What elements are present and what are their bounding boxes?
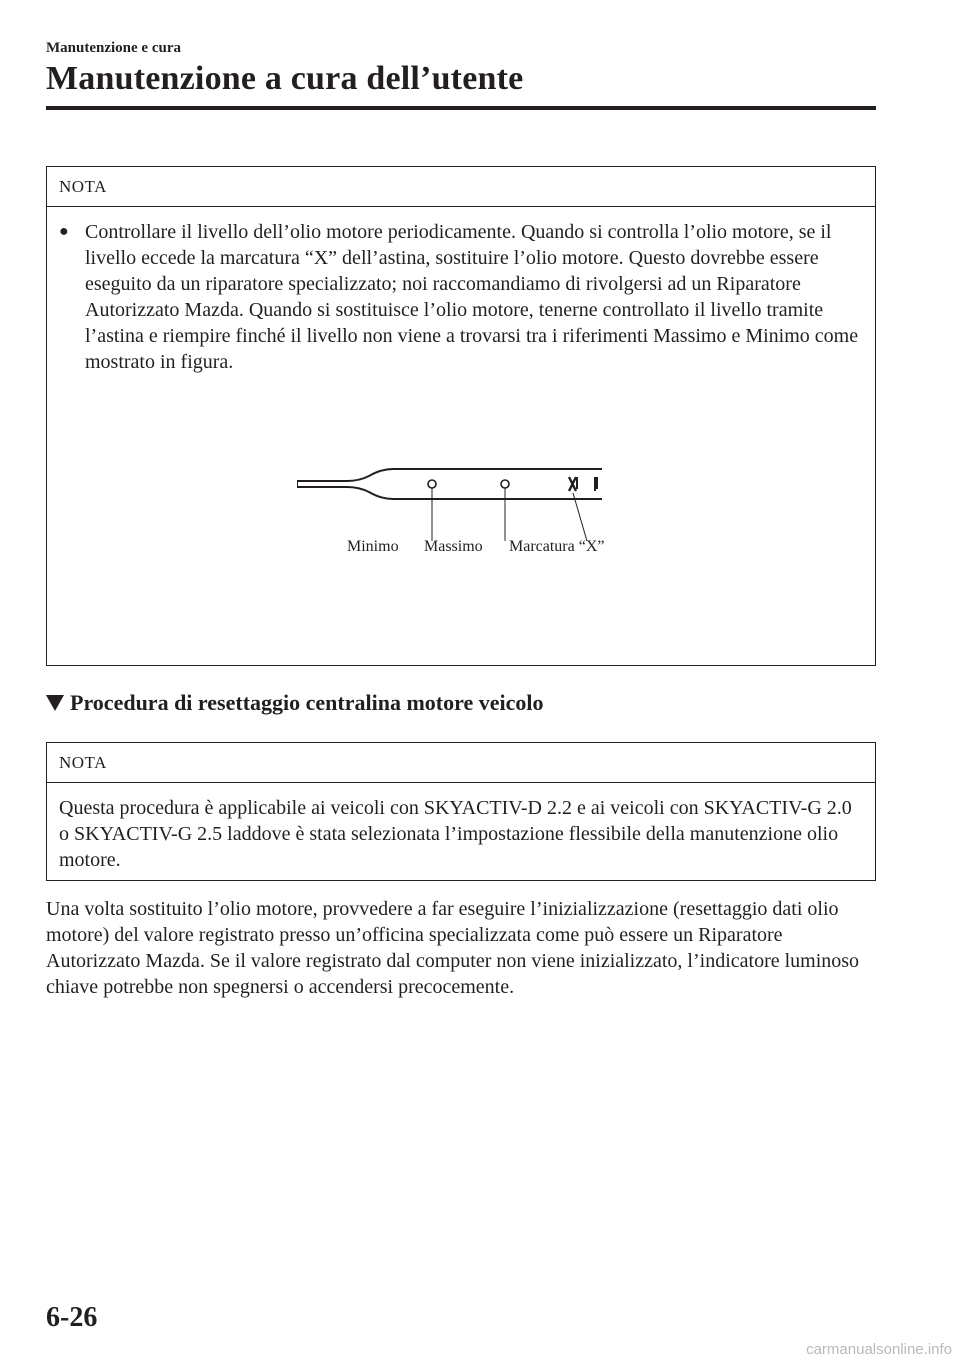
section-heading-text: Procedura di resettaggio centralina motore veicolo	[70, 690, 544, 715]
running-header-section: Manutenzione e cura	[46, 40, 181, 56]
dipstick-tick-marks	[567, 469, 607, 489]
page-number: 6-26	[46, 1302, 98, 1333]
body-paragraph: Una volta sostituito l’olio motore, provvedere a far eseguire l’inizializzazione (resettaggio dati olio motore) del valore registrato presso un’officina specializzata come può essere un Riparatore Autorizzato Mazda. Se il valore registrato dal computer non viene inizializzato, l’indicatore luminoso chiave potrebbe non spegnersi o accendersi precocemente.	[46, 898, 860, 998]
page-title: Manutenzione a cura dell’utente	[46, 60, 524, 97]
section-heading	[46, 690, 544, 716]
watermark: carmanualsonline.info	[806, 1341, 952, 1358]
note-bullet-item	[59, 219, 859, 375]
triangle-bullet-icon	[46, 695, 64, 711]
max-mark-icon	[501, 480, 509, 488]
label-marcatura-x: Marcatura “X”	[509, 538, 605, 555]
note-label: NOTA	[47, 167, 875, 207]
min-mark-icon	[428, 480, 436, 488]
note-box-applicability	[46, 742, 876, 881]
note-text: Questa procedura è applicabile ai veicoli con SKYACTIV-D 2.2 e ai veicoli con SKYACTIV-G 2.0 o SKYACTIV-G 2.5 laddove è stata selezionata l’impostazione flessibile della manutenzione olio motore.	[59, 797, 852, 871]
bullet-icon: ●	[59, 223, 69, 240]
label-massimo: Massimo	[424, 538, 483, 555]
x-leader-line	[573, 493, 587, 541]
dipstick-handle	[297, 469, 602, 481]
header-divider	[46, 106, 876, 110]
note-label: NOTA	[47, 743, 875, 783]
label-minimo: Minimo	[347, 538, 399, 555]
note-box-oil-level	[46, 166, 876, 666]
note-text: Controllare il livello dell’olio motore periodicamente. Quando si controlla l’olio motore, se il livello eccede la marcatura “X” dell’astina, sostituire l’olio motore. Questo dovrebbe essere eseguito da un riparatore specializzato; noi raccomandiamo di rivolgersi ad un Riparatore Autorizzato Mazda. Quando si sostituisce l’olio motore, tenerne controllato il livello tramite l’astina e riempire finché il livello non viene a trovarsi tra i riferimenti Massimo e Minimo come mostrato in figura.	[85, 221, 859, 373]
